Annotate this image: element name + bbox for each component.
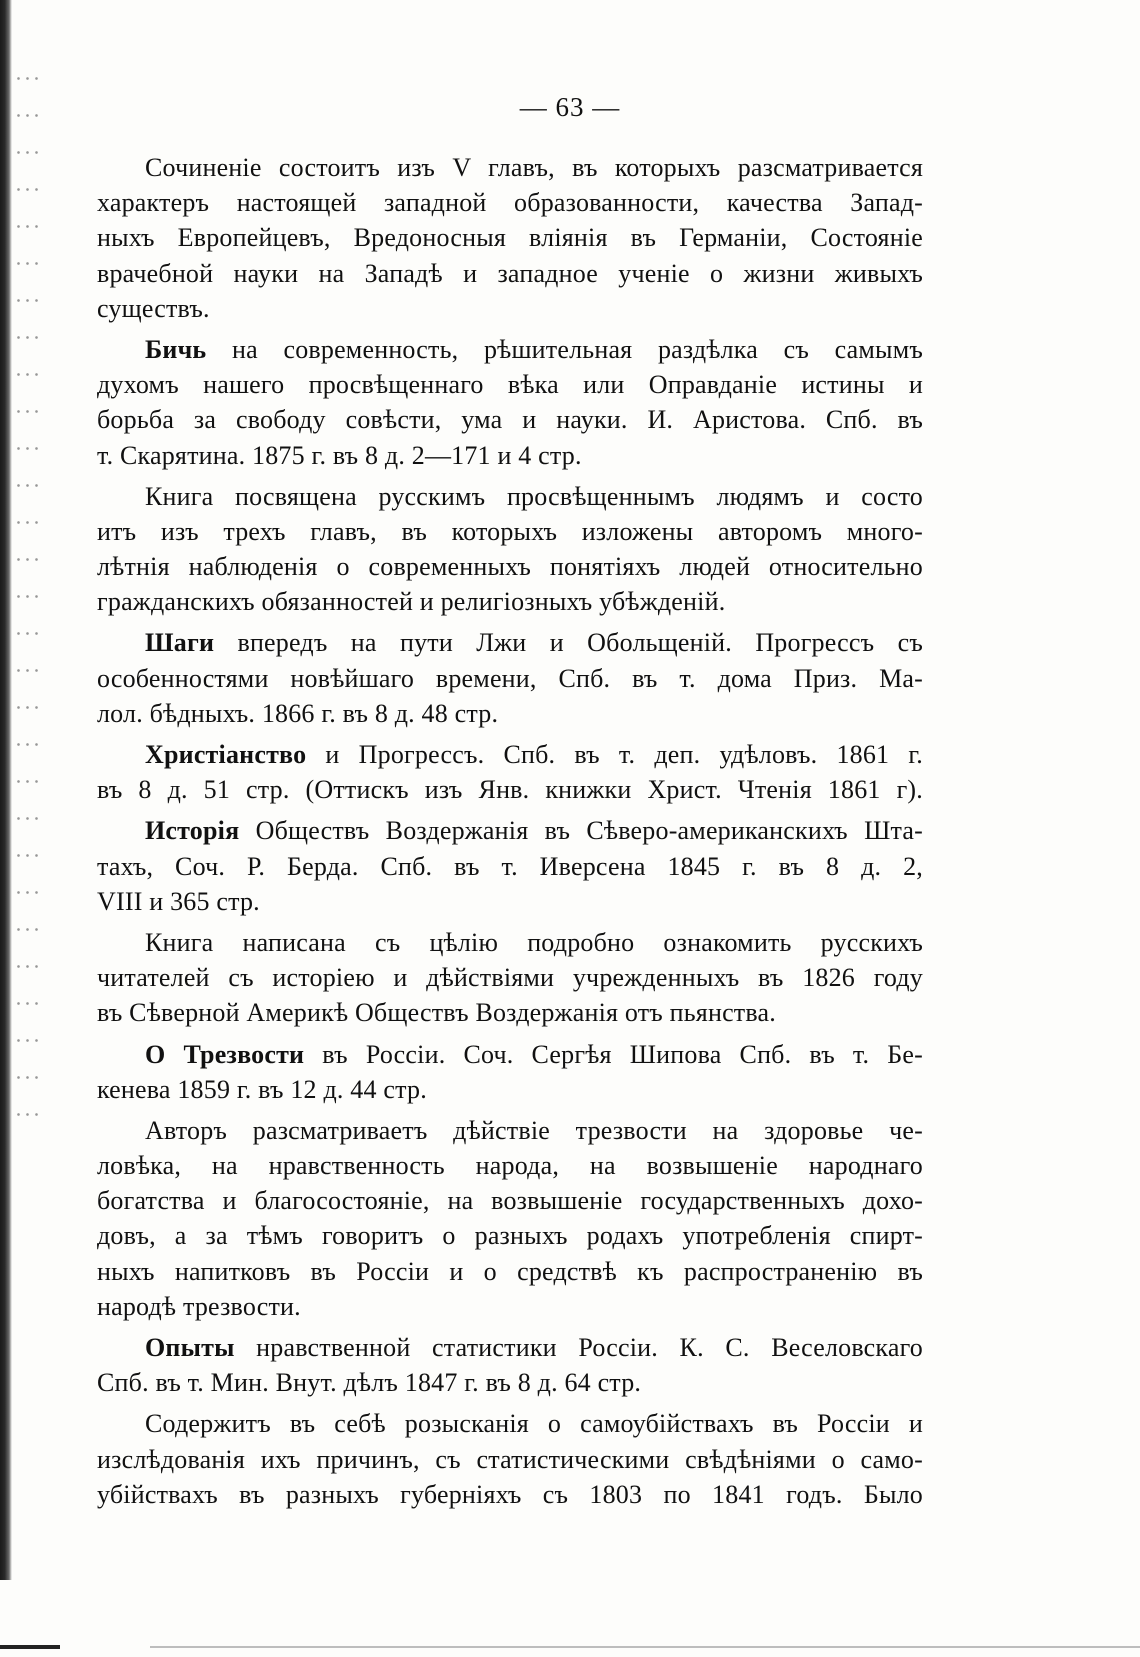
text-line: духомъ нашего просвѣщеннаго вѣка или Оправданіе истины и [97,370,923,400]
text-line: въ Сѣверной Америкѣ Обществъ Воздержанія отъ пьянства. [97,998,776,1028]
bibliography-entry [97,332,923,473]
text-line: изслѣдованія ихъ причинъ, съ статистическими свѣдѣніями о само- [97,1444,923,1474]
page-number: — 63 — [519,92,621,122]
entry-first-line [97,737,923,772]
bibliography-entry [97,813,923,919]
text-line: VIII и 365 стр. [97,886,260,916]
entry-text: Обществъ Воздержанія въ Сѣверо-американскихъ Шта- [239,816,923,846]
entry-title: Христіанство [145,740,307,769]
text-line: лѣтнія наблюденія о современныхъ понятіяхъ людей относительно [97,552,923,582]
text-line: Спб. въ т. Мин. Внут. дѣлъ 1847 г. въ 8 д. 64 стр. [97,1368,642,1398]
entry-first-line [97,625,923,660]
entry-text: на современность, рѣшительная раздѣлка съ самымъ [206,334,923,364]
text-line: Содержитъ въ себѣ розысканія о самоубійствахъ въ Россіи и [145,1409,923,1439]
text-line: борьба за свободу совѣсти, ума и науки. И. Аристова. Спб. въ [97,405,923,435]
bibliography-entry [97,625,923,731]
entry-first-line [97,1330,923,1365]
text-line: Книга посвящена русскимъ просвѣщеннымъ людямъ и состо [145,481,923,511]
text-line: итъ изъ трехъ главъ, въ которыхъ изложены авторомъ много- [97,516,923,546]
text-line: Сочиненіе состоитъ изъ V главъ, въ которыхъ разсматривается [145,153,923,182]
entry-description [97,1113,923,1324]
entry-text: нравственной статистики Россіи. К. С. Веселовскаго [234,1333,923,1362]
text-line: ныхъ Европейцевъ, Вредоносныя вліянія въ Германіи, Состояніе [97,223,923,253]
bibliography-entry [97,1330,923,1400]
entry-title: Опыты [145,1333,235,1362]
scan-edge-specks [14,60,44,1120]
text-line: читателей съ исторіею и дѣйствіями учрежденныхъ въ 1826 году [97,963,923,993]
bibliography-entry [97,1037,923,1107]
paragraph-work-description [97,150,923,326]
text-line: тахъ, Соч. Р. Берда. Спб. въ т. Иверсена 1845 г. въ 8 д. 2, [97,851,923,881]
entry-description [97,1406,923,1512]
text-line: особенностями новѣйшаго времени, Спб. въ т. дома Приз. Ма- [97,663,923,693]
text-line: кенева 1859 г. въ 12 д. 44 стр. [97,1074,427,1104]
entry-first-line [97,1037,923,1072]
text-line: народѣ трезвости. [97,1291,301,1321]
text-line: гражданскихъ обязанностей и религіозныхъ убѣжденій. [97,587,726,617]
entry-description [97,479,923,620]
text-line: врачебной науки на Западѣ и западное ученіе о жизни живыхъ [97,258,923,288]
entry-text: въ Россіи. Соч. Сергѣя Шипова Спб. въ т. Бе- [304,1039,923,1069]
text-line: богатства и благосостояніе, на возвышеніе государственныхъ дохо- [97,1186,923,1216]
entry-first-line [97,813,923,848]
text-line: т. Скарятина. 1875 г. въ 8 д. 2—171 и 4 стр. [97,440,582,470]
bibliography-entry [97,737,923,807]
entry-title: Бичь [145,334,207,364]
scan-binding-edge [0,0,12,1580]
text-line: характеръ настоящей западной образованности, качества Запад- [97,188,923,218]
page-text [97,150,923,1512]
text-line: ловѣка, на нравственность народа, на возвышеніе народнаго [97,1151,923,1181]
entry-title: Шаги [145,628,215,658]
text-line: Авторъ разсматриваетъ дѣйствіе трезвости на здоровье че- [145,1115,923,1145]
entry-first-line [97,332,923,367]
entry-title: О Трезвости [145,1039,305,1069]
entry-title: Исторія [145,816,240,846]
text-line: убійствахъ въ разныхъ губерніяхъ съ 1803 по 1841 годъ. Было [97,1479,923,1509]
text-line: въ 8 д. 51 стр. (Оттискъ изъ Янв. книжки Христ. Чтенія 1861 г). [97,775,923,805]
text-line: довъ, а за тѣмъ говоритъ о разныхъ родахъ употребленія спирт- [97,1221,923,1251]
entry-description [97,925,923,1031]
entry-text: впередъ на пути Лжи и Обольщеній. Прогрессъ съ [214,628,923,658]
scan-edge-mark [0,1645,60,1649]
entry-text: и Прогрессъ. Спб. въ т. деп. удѣловъ. 1861 г. [306,740,923,769]
text-line: ныхъ напитковъ въ Россіи и о средствѣ къ распространенію въ [97,1256,923,1286]
text-line: существъ. [97,293,210,323]
scan-bottom-rule [150,1646,1140,1648]
text-line: Книга написана съ цѣлію подробно ознакомить русскихъ [145,927,923,957]
text-line: лол. бѣдныхъ. 1866 г. въ 8 д. 48 стр. [97,698,499,728]
